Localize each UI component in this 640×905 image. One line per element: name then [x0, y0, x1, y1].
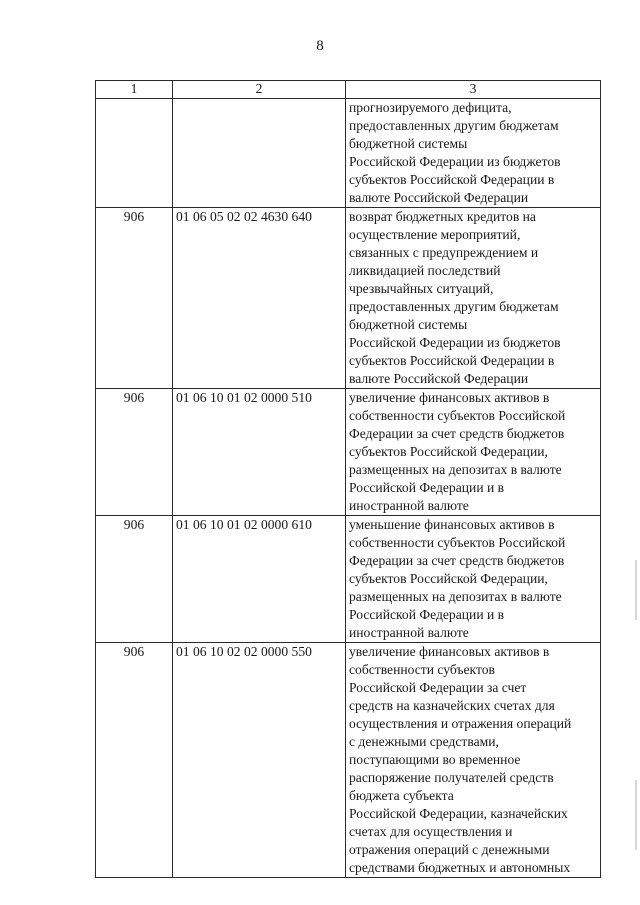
description-line: увеличение финансовых активов в — [349, 390, 550, 405]
description-line: иностранной валюте — [349, 498, 469, 513]
table-body — [96, 99, 601, 878]
header-col-1: 1 — [96, 81, 173, 99]
table-row — [96, 516, 601, 643]
scan-edge-mark — [635, 780, 637, 850]
description-line: Российской Федерации и в — [349, 607, 505, 622]
budget-code-table — [95, 80, 601, 878]
description-line: валюте Российской Федерации — [349, 190, 529, 205]
table-row — [96, 643, 601, 878]
description-line: предоставленных другим бюджетам — [349, 118, 559, 133]
description-line: Российской Федерации, казначейских — [349, 806, 568, 821]
description-line: субъектов Российской Федерации, — [349, 571, 548, 586]
description-line: ликвидацией последствий — [349, 263, 501, 278]
description-line: субъектов Российской Федерации в — [349, 172, 555, 187]
description-line: возврат бюджетных кредитов на — [349, 209, 536, 224]
admin-code-cell: 906 — [96, 516, 173, 643]
description-line: субъектов Российской Федерации в — [349, 353, 555, 368]
table-header-row — [96, 81, 601, 99]
admin-code-cell: 906 — [96, 208, 173, 389]
description-line: Российской Федерации из бюджетов — [349, 335, 561, 350]
description-line: Российской Федерации из бюджетов — [349, 154, 561, 169]
scan-edge-mark — [635, 560, 637, 620]
description-line: собственности субъектов Российской — [349, 408, 566, 423]
budget-classification-code-cell: 01 06 10 02 02 0000 550 — [173, 643, 346, 878]
description-line: размещенных на депозитах в валюте — [349, 589, 562, 604]
description-line: прогнозируемого дефицита, — [349, 100, 512, 115]
description-line: средствами бюджетных и автономных — [349, 860, 571, 875]
table-row — [96, 389, 601, 516]
description-line: увеличение финансовых активов в — [349, 644, 550, 659]
description-line: чрезвычайных ситуаций, — [349, 281, 494, 296]
description-line: предоставленных другим бюджетам — [349, 299, 559, 314]
description-line: поступающими во временное — [349, 752, 521, 767]
description-line: Российской Федерации и в — [349, 480, 505, 495]
description-line: средств на казначейских счетах для — [349, 698, 555, 713]
description-line: Федерации за счет средств бюджетов — [349, 426, 565, 441]
description-line: отражения операций с денежными — [349, 842, 550, 857]
description-cell — [346, 99, 601, 208]
admin-code-cell: 906 — [96, 643, 173, 878]
description-cell — [346, 208, 601, 389]
description-line: субъектов Российской Федерации, — [349, 444, 548, 459]
description-line: осуществление мероприятий, — [349, 227, 521, 242]
budget-classification-code-cell: 01 06 05 02 02 4630 640 — [173, 208, 346, 389]
description-line: Российской Федерации за счет — [349, 680, 527, 695]
budget-classification-code-cell: 01 06 10 01 02 0000 610 — [173, 516, 346, 643]
description-cell — [346, 516, 601, 643]
header-col-2: 2 — [173, 81, 346, 99]
description-line: размещенных на депозитах в валюте — [349, 462, 562, 477]
description-line: бюджетной системы — [349, 136, 468, 151]
description-line: иностранной валюте — [349, 625, 469, 640]
description-cell — [346, 389, 601, 516]
admin-code-cell: 906 — [96, 389, 173, 516]
description-line: Федерации за счет средств бюджетов — [349, 553, 565, 568]
description-line: счетах для осуществления и — [349, 824, 513, 839]
table-row — [96, 208, 601, 389]
description-line: собственности субъектов Российской — [349, 535, 566, 550]
description-line: валюте Российской Федерации — [349, 371, 529, 386]
header-col-3: 3 — [346, 81, 601, 99]
budget-classification-code-cell — [173, 99, 346, 208]
table-row — [96, 99, 601, 208]
description-line: бюджетной системы — [349, 317, 468, 332]
budget-classification-code-cell: 01 06 10 01 02 0000 510 — [173, 389, 346, 516]
description-line: связанных с предупреждением и — [349, 245, 539, 260]
description-line: осуществления и отражения операций — [349, 716, 572, 731]
description-line: с денежными средствами, — [349, 734, 499, 749]
description-line: распоряжение получателей средств — [349, 770, 554, 785]
description-line: собственности субъектов — [349, 662, 495, 677]
description-line: бюджета субъекта — [349, 788, 454, 803]
admin-code-cell — [96, 99, 173, 208]
description-line: уменьшение финансовых активов в — [349, 517, 555, 532]
description-cell — [346, 643, 601, 878]
page-number: 8 — [316, 38, 324, 54]
